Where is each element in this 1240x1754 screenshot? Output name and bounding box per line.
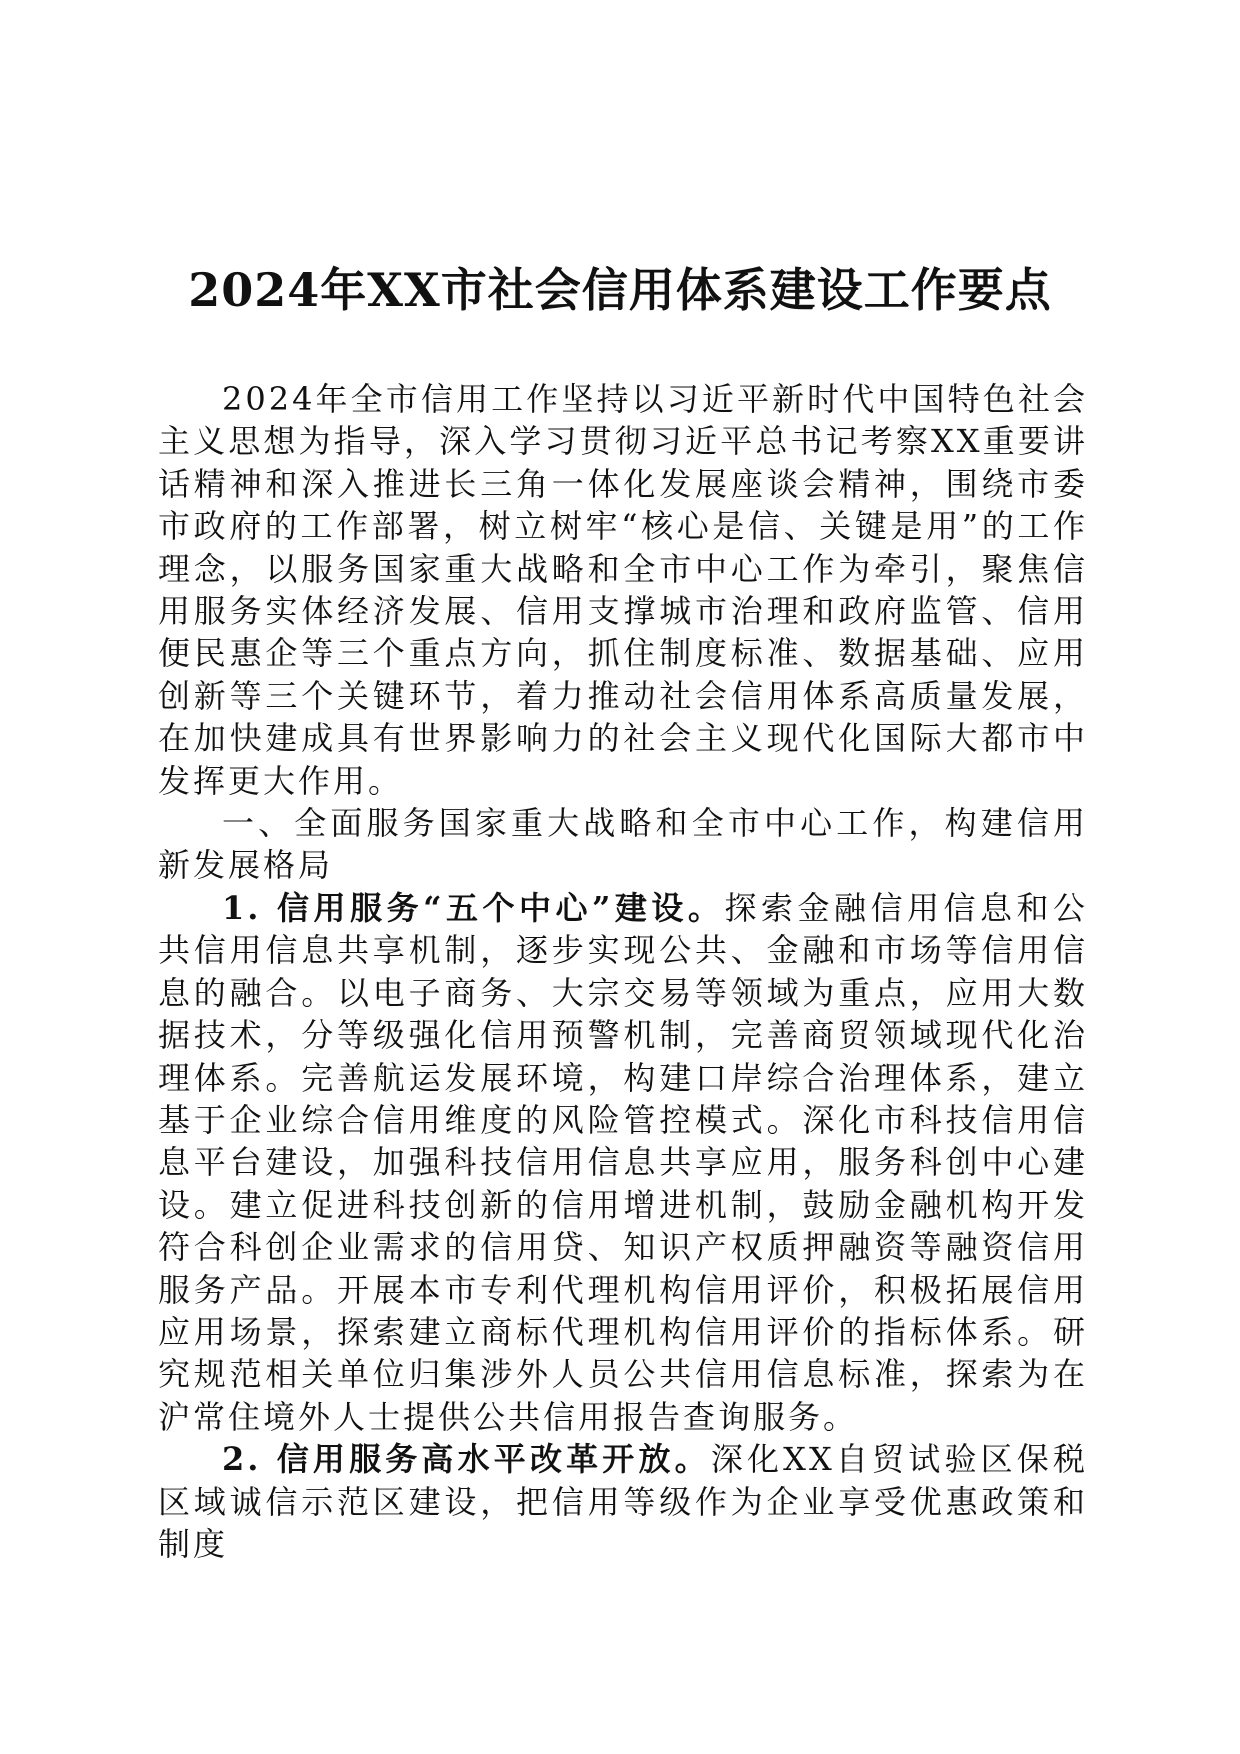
intro-paragraph: 2024年全市信用工作坚持以习近平新时代中国特色社会主义思想为指导，深入学习贯彻习近平总书记考察XX重要讲话精神和深入推进长三角一体化发展座谈会精神，围绕市委市政府的工作部署，树立树牢“核心是信、关键是用”的工作理念，以服务国家重大战略和全市中心工作为牵引，聚焦信用服务实体经济发展、信用支撑城市治理和政府监管、信用便民惠企等三个重点方向，抓住制度标准、数据基础、应用创新等三个关键环节，着力推动社会信用体系高质量发展，在加快建成具有世界影响力的社会主义现代化国际大都市中发挥更大作用。 [158,380,1088,800]
document-body [158,378,1088,1565]
item-title-1: 1. 信用服务“五个中心”建设。 [222,888,725,927]
item-text-1: 探索金融信用信息和公共信用信息共享机制，逐步实现公共、金融和市场等信用信息的融合。以电子商务、大宗交易等领域为重点，应用大数据技术，分等级强化信用预警机制，完善商贸领域现代化治理体系。完善航运发展环境，构建口岸综合治理体系，建立基于企业综合信用维度的风险管控模式。深化市科技信用信息平台建设，加强科技信用信息共享应用，服务科创中心建设。建立促进科技创新的信用增进机制，鼓励金融机构开发符合科创企业需求的信用贷、知识产权质押融资等融资信用服务产品。开展本市专利代理机构信用评价，积极拓展信用应用场景，探索建立商标代理机构信用评价的指标体系。研究规范相关单位归集涉外人员公共信用信息标准，探索为在沪常住境外人士提供公共信用报告查询服务。 [158,888,1088,1436]
document-title: 2024年XX市社会信用体系建设工作要点 [188,263,1052,317]
item-title-2: 2. 信用服务高水平改革开放。 [222,1440,711,1479]
item-text-2: 深化XX自贸试验区保税区域诚信示范区建设，把信用等级作为企业享受优惠政策和制度 [158,1440,1088,1563]
section-heading: 一、全面服务国家重大战略和全市中心工作，构建信用新发展格局 [158,804,1088,885]
item-paragraph-2 [158,1438,1088,1565]
item-paragraph-1 [158,887,1088,1438]
